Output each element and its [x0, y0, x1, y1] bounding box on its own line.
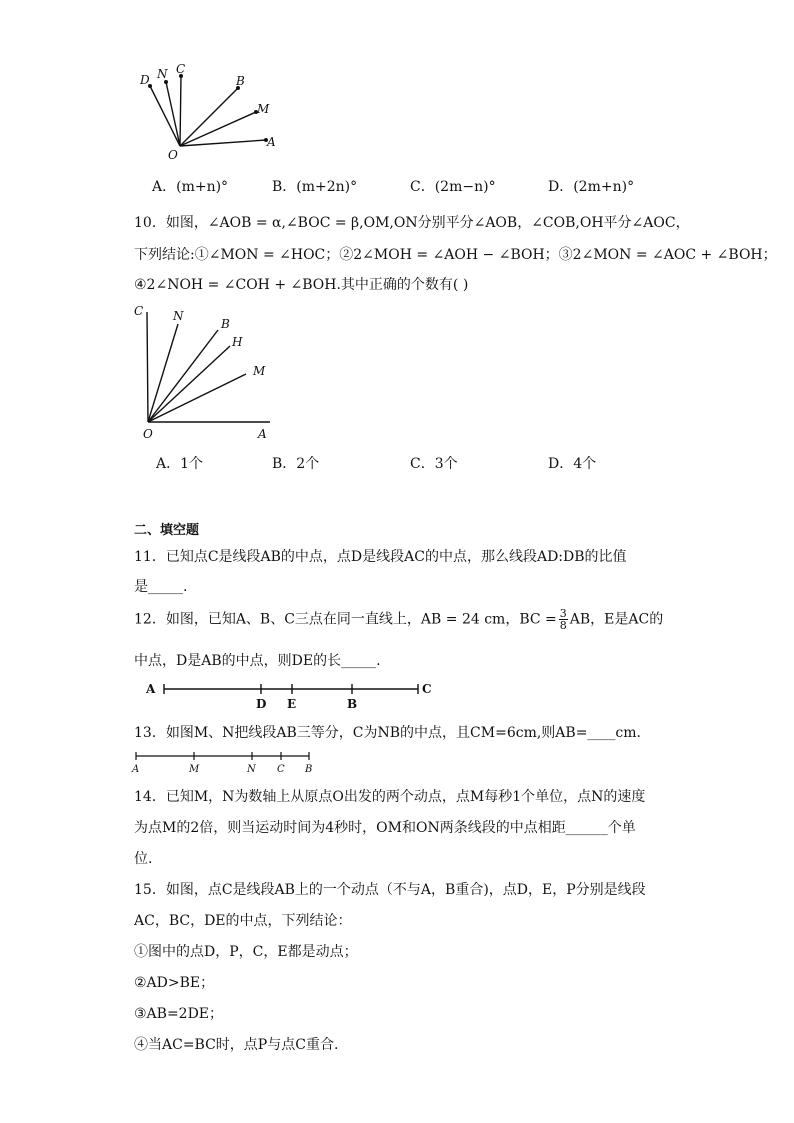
- label-a: A: [267, 135, 276, 149]
- q11-line-1: 11．已知点C是线段AB的中点，点D是线段AC的中点，那么线段AD:DB的比值: [134, 549, 627, 565]
- label-a: A: [132, 764, 140, 775]
- ray-ob: [148, 330, 218, 422]
- label-b: B: [305, 764, 313, 775]
- q10-line-2: 下列结论:①∠MON = ∠HOC；②2∠MOH = ∠AOH − ∠BOH；③2∠MON = ∠AOC + ∠BOH；: [134, 247, 777, 263]
- q10-option-c: C．3个: [410, 456, 458, 472]
- label-m: M: [253, 364, 266, 378]
- label-o: O: [143, 427, 153, 441]
- q12-frac-num: 3: [559, 607, 567, 620]
- q12-text-pre: 12．如图，已知A、B、C三点在同一直线上，AB = 24 cm，BC =: [134, 611, 557, 628]
- q9-option-b: B．(m+2n)°: [272, 179, 358, 195]
- q12-fraction: [559, 608, 568, 631]
- ray-oc: [147, 312, 148, 422]
- q14-line-3: 位.: [134, 851, 153, 867]
- q12-frac-den: 8: [559, 619, 567, 632]
- q10-option-b: B．2个: [272, 456, 320, 472]
- q13-line-1: 13．如图M、N把线段AB三等分，C为NB的中点，且CM=6cm,则AB=____cm.: [134, 725, 641, 741]
- section-title: 二、填空题: [134, 523, 200, 538]
- ray-om: [148, 374, 246, 422]
- label-b: B: [347, 697, 358, 711]
- q9-figure: [130, 60, 290, 170]
- q9-option-c: C．(2m−n)°: [410, 179, 496, 195]
- q10-option-d: D．4个: [548, 456, 597, 472]
- q15-item-1: ①图中的点D，P，C，E都是动点；: [134, 944, 358, 960]
- label-n: N: [157, 67, 168, 81]
- label-b: B: [236, 74, 245, 88]
- q9-option-a: A．(m+n)°: [152, 179, 229, 195]
- q15-item-4: ④当AC=BC时，点P与点C重合.: [134, 1037, 339, 1053]
- label-n: N: [173, 309, 184, 323]
- q10-option-a: A．1个: [156, 456, 204, 472]
- q15-item-2: ②AD>BE；: [134, 975, 215, 991]
- label-d: D: [256, 697, 267, 711]
- label-c: C: [277, 764, 285, 775]
- label-m: M: [189, 764, 200, 775]
- ray-on: [166, 82, 180, 146]
- q13-figure: [128, 748, 328, 776]
- q15-line-2: AC，BC，DE的中点，下列结论：: [134, 913, 352, 929]
- q11-line-2: 是_____.: [134, 579, 188, 595]
- q15-item-3: ③AB=2DE；: [134, 1006, 224, 1022]
- q12-text-post: AB，E是AC的: [569, 611, 664, 628]
- ray-ob: [180, 88, 238, 146]
- label-c: C: [176, 62, 186, 76]
- q9-option-d: D．(2m+n)°: [548, 179, 635, 195]
- label-a: A: [146, 682, 156, 696]
- label-h: H: [232, 335, 243, 349]
- label-n: N: [247, 764, 256, 775]
- label-d: D: [140, 73, 150, 87]
- q14-line-1: 14．已知M，N为数轴上从原点O出发的两个动点，点M每秒1个单位，点N的速度: [134, 789, 646, 805]
- q10-line-1: 10．如图，∠AOB = α,∠BOC = β,OM,ON分别平分∠AOB，∠COB,OH平分∠AOC，: [134, 215, 690, 231]
- ray-oc: [180, 76, 181, 146]
- ray-od: [150, 86, 180, 146]
- q15-line-1: 15．如图，点C是线段AB上的一个动点（不与A，B重合)，点D，E，P分别是线段: [134, 882, 646, 898]
- label-b: B: [221, 317, 230, 331]
- label-e: E: [287, 697, 297, 711]
- label-o: O: [168, 148, 178, 162]
- q12-line-1: [134, 608, 663, 631]
- q10-figure: [128, 300, 288, 445]
- label-c: C: [134, 304, 144, 318]
- label-a: A: [258, 427, 267, 441]
- q10-line-3: ④2∠NOH = ∠COH + ∠BOH.其中正确的个数有( ): [134, 277, 469, 293]
- q14-line-2: 为点M的2倍，则当运动时间为4秒时，OM和ON两条线段的中点相距______个单: [134, 820, 636, 836]
- label-c: C: [422, 682, 432, 696]
- label-m: M: [257, 102, 270, 116]
- q12-line-2: 中点，D是AB的中点，则DE的长_____.: [134, 653, 381, 669]
- q12-figure: [140, 676, 450, 712]
